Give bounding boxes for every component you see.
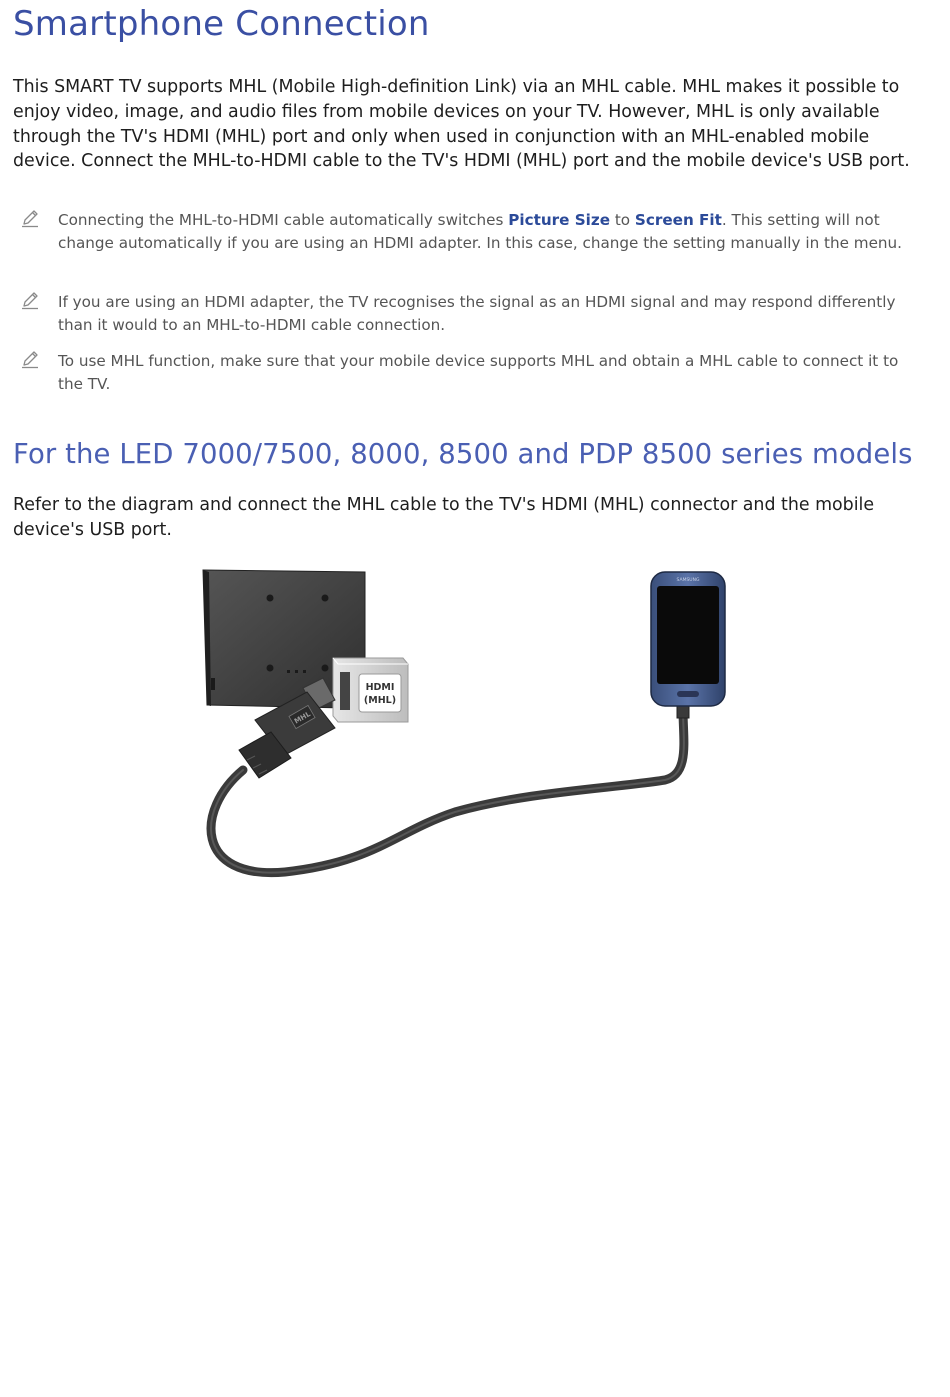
page-title: Smartphone Connection xyxy=(13,4,430,44)
port-label-mhl: (MHL) xyxy=(363,695,397,706)
note-text: to xyxy=(610,211,635,229)
note-hdmi-adapter: If you are using an HDMI adapter, the TV recognises the signal as an HDMI signal and may respond differently than it would to an MHL-to-HDMI cable connection. xyxy=(58,293,896,334)
section-title: For the LED 7000/7500, 8000, 8500 and PDP 8500 series models xyxy=(13,438,913,470)
screen-fit-term: Screen Fit xyxy=(634,211,722,229)
phone-brand: SAMSUNG xyxy=(676,578,700,583)
port-label-hdmi: HDMI xyxy=(365,682,395,693)
plug-label-mhl: MHL xyxy=(293,710,312,726)
pencil-icon xyxy=(20,290,40,310)
pencil-icon xyxy=(20,349,40,369)
section-paragraph: Refer to the diagram and connect the MHL cable to the TV's HDMI (MHL) connector and the mobile device's USB port. xyxy=(13,495,875,540)
note-text: Connecting the MHL-to-HDMI cable automatically switches xyxy=(58,211,509,229)
note-picture-size xyxy=(58,209,918,254)
note-text: . This setting will not change automatically if you are using an HDMI adapter. In this case, change the setting manually in the menu. xyxy=(58,211,902,252)
mhl-connection-diagram xyxy=(195,560,740,890)
hdmi-mhl-port xyxy=(333,658,408,722)
smartphone xyxy=(651,572,725,706)
picture-size-term: Picture Size xyxy=(508,211,611,229)
note-mhl-function: To use MHL function, make sure that your mobile device supports MHL and obtain a MHL cable to connect it to the TV. xyxy=(58,352,899,393)
pencil-icon xyxy=(20,208,40,228)
intro-paragraph: This SMART TV supports MHL (Mobile High-definition Link) via an MHL cable. MHL makes it possible to enjoy video, image, and audio files from mobile devices on your TV. However, MHL is only available through the TV's HDMI (MHL) port and only when used in conjunction with an MHL-enabled mobile device. Connect the MHL-to-HDMI cable to the TV's HDMI (MHL) port and the mobile device's USB port. xyxy=(13,77,910,172)
